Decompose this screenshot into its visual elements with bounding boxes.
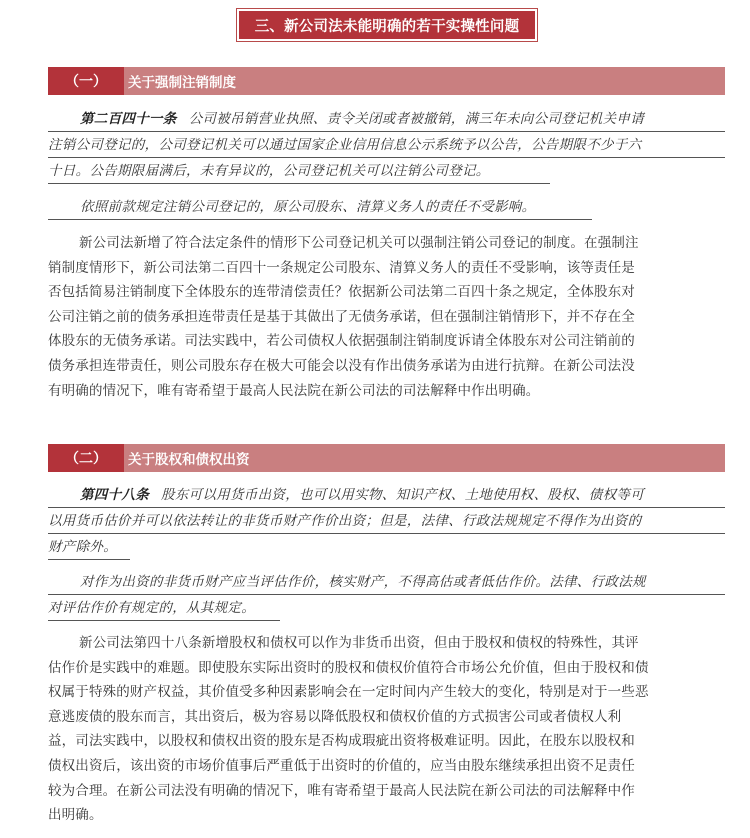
text-line: 销制度情形下，新公司法第二百四十一条规定公司股东、清算义务人的责任不受影响，该等责任是 (48, 259, 635, 276)
law-line: 对作为出资的非货币财产应当评估作价，核实财产，不得高估或者低估作价。法律、行政法规 (48, 569, 725, 595)
page-title-box (236, 8, 538, 42)
section-number: （一） (48, 67, 124, 95)
text-line: 益，司法实践中，以股权和债权出资的股东是否构成瑕疵出资将极难证明。因此，在股东以股权和 (48, 733, 635, 750)
law-article-number: 第二百四十一条 (80, 111, 177, 127)
text-line: 债务承担连带责任，则公司股东存在极大可能会以没有作出债务承诺为由进行抗辩。在新公司法没 (48, 357, 635, 374)
section-title: 关于强制注销制度 (128, 75, 236, 91)
text-line: 有明确的情况下，唯有寄希望于最高人民法院在新公司法的司法解释中作出明确。 (48, 382, 540, 399)
text-line: 新公司法第四十八条新增股权和债权可以作为非货币出资，但由于股权和债权的特殊性，其评 (79, 635, 639, 651)
law-line: 注销公司登记的，公司登记机关可以通过国家企业信用信息公示系统予以公告，公告期限不少于六 (48, 132, 725, 158)
law-line: 十日。公告期限届满后，未有异议的，公司登记机关可以注销公司登记。 (48, 158, 550, 184)
section-header-1 (48, 67, 725, 95)
section-number: （二） (48, 444, 124, 472)
text-line: 公司注销之前的债务承担连带责任是基于其做出了无债务承诺，但在强制注销情形下，并不存在全 (48, 308, 635, 325)
law-paragraph-2 (48, 569, 725, 630)
law-line: 第四十八条 股东可以用货币出资，也可以用实物、知识产权、土地使用权、股权、债权等可 (48, 482, 725, 508)
text-line: 较为合理。在新公司法没有明确的情况下，唯有寄希望于最高人民法院在新公司法的司法解释中作 (48, 782, 635, 799)
law-paragraph-2 (48, 194, 725, 229)
text-line: 债权出资后，该出资的市场价值事后严重低于出资时的价值的，应当由股东继续承担出资不足责任 (48, 757, 635, 774)
text-line: 出明确。 (48, 807, 103, 824)
law-article-block (48, 482, 725, 569)
analysis-paragraph (48, 631, 725, 828)
section-header-2 (48, 444, 725, 472)
law-line: 依照前款规定注销公司登记的，原公司股东、清算义务人的责任不受影响。 (48, 194, 592, 220)
text-line: 体股东的无债务承诺。司法实践中，若公司债权人依据强制注销制度诉请全体股东对公司注销前的 (48, 333, 635, 350)
page-title: 三、新公司法未能明确的若干实操性问题 (239, 11, 535, 39)
law-line: 第二百四十一条 公司被吊销营业执照、责令关闭或者被撤销，满三年未向公司登记机关申请 (48, 106, 725, 132)
text-line: 权属于特殊的财产权益，其价值受多种因素影响会在一定时间内产生较大的变化，特别是对于一些恶 (48, 684, 649, 701)
text-line: 新公司法新增了符合法定条件的情形下公司登记机关可以强制注销公司登记的制度。在强制注 (79, 235, 639, 251)
text-line: 否包括简易注销制度下全体股东的连带清偿责任？依据新公司法第二百四十条之规定，全体股东对 (48, 284, 635, 301)
law-article-block (48, 106, 725, 193)
analysis-paragraph (48, 231, 725, 403)
law-article-number: 第四十八条 (80, 487, 149, 503)
section-title: 关于股权和债权出资 (128, 452, 250, 468)
law-line: 对评估作价有规定的，从其规定。 (48, 595, 280, 621)
law-line: 财产除外。 (48, 534, 130, 560)
law-line: 以用货币估价并可以依法转让的非货币财产作价出资；但是，法律、行政法规规定不得作为出资的 (48, 508, 725, 534)
text-line: 估作价是实践中的难题。即使股东实际出资时的股权和债权价值符合市场公允价值，但由于股权和债 (48, 659, 649, 676)
text-line: 意逃废债的股东而言，其出资后，极为容易以降低股权和债权价值的方式损害公司或者债权人利 (48, 708, 622, 725)
